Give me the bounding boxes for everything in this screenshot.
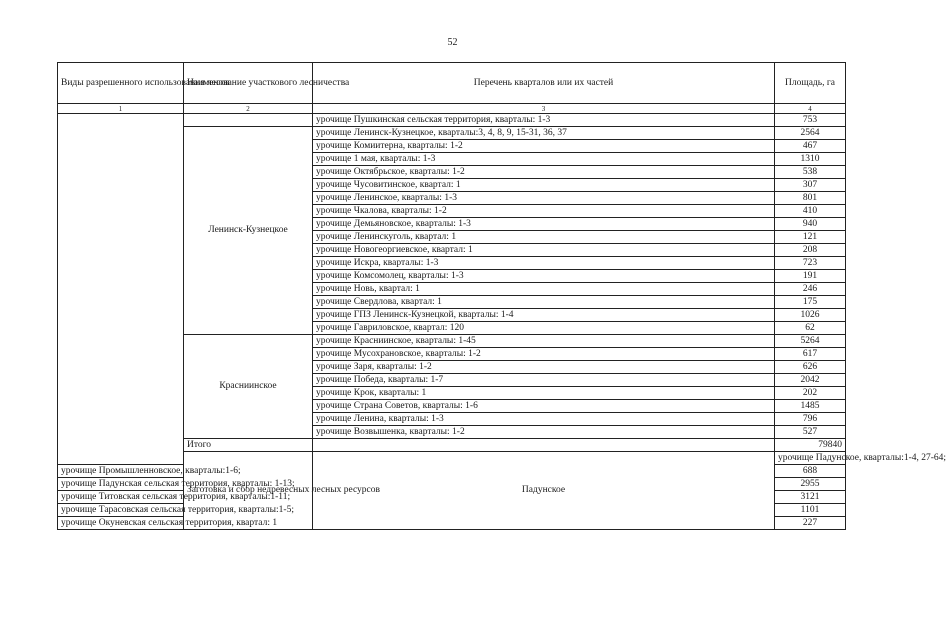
table-row xyxy=(58,114,846,127)
quarters-cell: урочище Гавриловское, квартал: 120 xyxy=(313,322,775,335)
use-type-cell-empty xyxy=(58,114,184,465)
quarters-cell: урочище Мусохрановское, кварталы: 1-2 xyxy=(313,348,775,361)
quarters-cell: урочище Пушкинская сельская территория, кварталы: 1-3 xyxy=(313,114,775,127)
column-number: 2 xyxy=(184,104,313,114)
area-cell: 175 xyxy=(775,296,846,309)
forestry-name: Ленинск-Кузнецкое xyxy=(184,127,313,335)
forest-use-table xyxy=(57,62,946,530)
area-cell: 2042 xyxy=(775,374,846,387)
header-forestry: Наименование участкового лесничества xyxy=(184,63,313,104)
header-use-type: Виды разрешенного использования лесов xyxy=(58,63,184,104)
area-cell: 527 xyxy=(775,426,846,439)
quarters-cell: урочище Ленинск-Кузнецкое, кварталы:3, 4, 8, 9, 15-31, 36, 37 xyxy=(313,127,775,140)
area-cell: 246 xyxy=(775,283,846,296)
area-cell: 208 xyxy=(775,244,846,257)
quarters-cell: урочище Падунское, кварталы:1-4, 27-64; xyxy=(775,452,846,465)
area-cell: 617 xyxy=(775,348,846,361)
area-cell: 538 xyxy=(775,166,846,179)
quarters-cell: урочище Чусовитинское, квартал: 1 xyxy=(313,179,775,192)
quarters-cell: урочище Новогеоргиевское, квартал: 1 xyxy=(313,244,775,257)
column-number: 1 xyxy=(58,104,184,114)
quarters-cell: урочище Свердлова, квартал: 1 xyxy=(313,296,775,309)
quarters-cell: урочище Чкалова, кварталы: 1-2 xyxy=(313,205,775,218)
area-cell: 801 xyxy=(775,192,846,205)
quarters-cell: урочище Ленинское, кварталы: 1-3 xyxy=(313,192,775,205)
quarters-cell: урочище Страна Советов, кварталы: 1-6 xyxy=(313,400,775,413)
area-cell: 62 xyxy=(775,322,846,335)
area-cell: 1026 xyxy=(775,309,846,322)
area-cell: 626 xyxy=(775,361,846,374)
area-cell: 202 xyxy=(775,387,846,400)
area-cell: 940 xyxy=(775,218,846,231)
quarters-cell: урочище ГПЗ Ленинск-Кузнецкой, кварталы: 1-4 xyxy=(313,309,775,322)
total-spacer xyxy=(313,439,775,452)
area-cell: 5264 xyxy=(775,335,846,348)
forestry-cell-empty xyxy=(184,114,313,127)
area-cell: 3121 xyxy=(775,491,846,504)
quarters-cell: урочище Демьяновское, кварталы: 1-3 xyxy=(313,218,775,231)
forestry-name: Падунское xyxy=(313,452,775,530)
quarters-cell: урочище Искра, кварталы: 1-3 xyxy=(313,257,775,270)
quarters-cell: урочище Комсомолец, кварталы: 1-3 xyxy=(313,270,775,283)
quarters-cell: урочище Промышленновское, кварталы:1-6; xyxy=(58,465,184,478)
column-number: 4 xyxy=(775,104,846,114)
header-row xyxy=(58,63,846,104)
area-cell: 227 xyxy=(775,517,846,530)
area-cell: 688 xyxy=(775,465,846,478)
area-cell: 1101 xyxy=(775,504,846,517)
area-cell: 1310 xyxy=(775,153,846,166)
column-number: 3 xyxy=(313,104,775,114)
quarters-cell: урочище Ленина, кварталы: 1-3 xyxy=(313,413,775,426)
header-area: Площадь, га xyxy=(775,63,846,104)
quarters-cell: урочище 1 мая, кварталы: 1-3 xyxy=(313,153,775,166)
quarters-cell: урочище Крок, кварталы: 1 xyxy=(313,387,775,400)
quarters-cell: урочище Титовская сельская территория, кварталы:1-11; xyxy=(58,491,184,504)
quarters-cell: урочище Возвышенка, кварталы: 1-2 xyxy=(313,426,775,439)
area-cell: 753 xyxy=(775,114,846,127)
area-cell: 191 xyxy=(775,270,846,283)
column-number-row xyxy=(58,104,846,114)
area-cell: 307 xyxy=(775,179,846,192)
quarters-cell: урочище Падунская сельская территория, кварталы: 1-13; xyxy=(58,478,184,491)
area-cell: 467 xyxy=(775,140,846,153)
area-cell: 796 xyxy=(775,413,846,426)
forestry-name: Красниинское xyxy=(184,335,313,439)
quarters-cell: урочище Победа, кварталы: 1-7 xyxy=(313,374,775,387)
quarters-cell: урочище Красниинское, кварталы: 1-45 xyxy=(313,335,775,348)
area-cell: 723 xyxy=(775,257,846,270)
quarters-cell: урочище Новь, квартал: 1 xyxy=(313,283,775,296)
use-type-name: Заготовка и сбор недревесных лесных ресурсов xyxy=(184,452,313,530)
area-cell: 2564 xyxy=(775,127,846,140)
quarters-cell: урочище Тарасовская сельская территория, кварталы:1-5; xyxy=(58,504,184,517)
area-cell: 1485 xyxy=(775,400,846,413)
quarters-cell: урочище Комиитерна, кварталы: 1-2 xyxy=(313,140,775,153)
page-number: 52 xyxy=(447,37,458,48)
header-quarters: Перечень кварталов или их частей xyxy=(313,63,775,104)
area-cell: 2955 xyxy=(775,478,846,491)
area-cell: 121 xyxy=(775,231,846,244)
quarters-cell: урочище Заря, кварталы: 1-2 xyxy=(313,361,775,374)
quarters-cell: урочище Окуневская сельская территория, квартал: 1 xyxy=(58,517,184,530)
area-cell: 410 xyxy=(775,205,846,218)
quarters-cell: урочище Ленинскуголь, квартал: 1 xyxy=(313,231,775,244)
quarters-cell: урочище Октябрьское, кварталы: 1-2 xyxy=(313,166,775,179)
total-value: 79840 xyxy=(775,439,846,452)
total-label: Итого xyxy=(184,439,313,452)
